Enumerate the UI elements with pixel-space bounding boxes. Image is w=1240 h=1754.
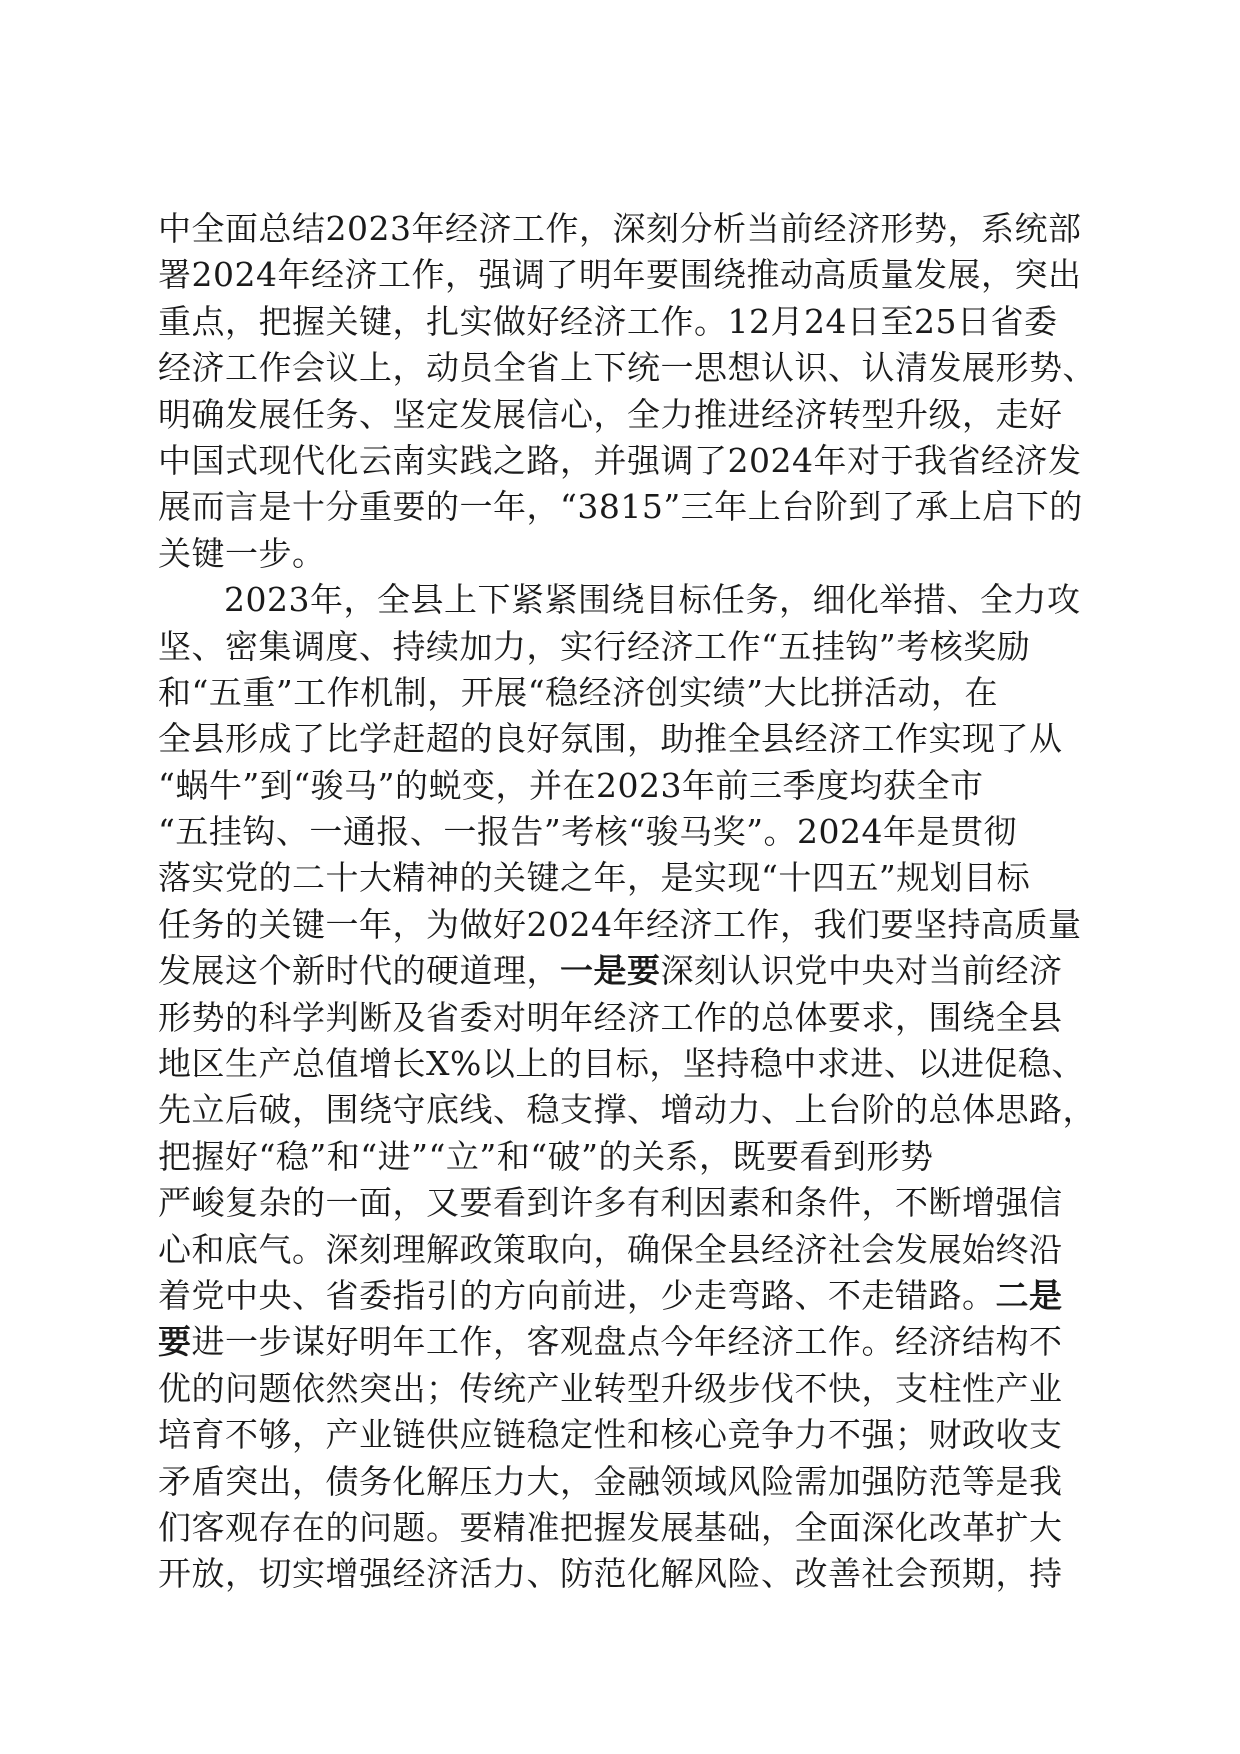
text-line: 优的问题依然突出；传统产业转型升级步伐不快，支柱性产业 xyxy=(158,1368,1063,1408)
first-point-label: 一是要 xyxy=(560,951,661,991)
text-line: 培育不够，产业链供应链稳定性和核心竞争力不强；财政收支 xyxy=(158,1415,1063,1455)
text-line: “五挂钩、一通报、一报告”考核“骏马奖”。2024年是贯彻 xyxy=(158,812,1017,852)
text-line: 和“五重”工作机制，开展“稳经济创实绩”大比拼活动，在 xyxy=(158,672,998,712)
text-line: 形势的科学判断及省委对明年经济工作的总体要求，围绕全县 xyxy=(158,997,1063,1037)
text-line: 矛盾突出，债务化解压力大，金融领域风险需加强防范等是我 xyxy=(158,1461,1063,1501)
text-line: 严峻复杂的一面，又要看到许多有利因素和条件，不断增强信 xyxy=(158,1183,1063,1223)
document-body xyxy=(158,206,1096,1598)
text-line: 任务的关键一年，为做好2024年经济工作，我们要坚持高质量 xyxy=(158,904,1082,944)
paragraph-2 xyxy=(158,577,1096,1598)
text-line: 关键一步。 xyxy=(158,533,326,573)
text-line: 经济工作会议上，动员全省上下统一思想认识、认清发展形势、 xyxy=(158,348,1096,388)
text-line: 重点，把握关键，扎实做好经济工作。12月24日至25日省委 xyxy=(158,301,1058,341)
text-line: 展而言是十分重要的一年，“3815”三年上台阶到了承上启下的 xyxy=(158,487,1083,527)
text-line: 们客观存在的问题。要精准把握发展基础，全面深化改革扩大 xyxy=(158,1507,1063,1547)
text-line: 全县形成了比学赶超的良好氛围，助推全县经济工作实现了从 xyxy=(158,719,1063,759)
text-run: 进一步谋好明年工作，客观盘点今年经济工作。经济结构不 xyxy=(191,1322,1063,1362)
text-line xyxy=(158,1319,1088,1365)
text-line-first-point xyxy=(158,948,1088,994)
text-line: 把握好“稳”和“进”“立”和“破”的关系，既要看到形势 xyxy=(158,1136,934,1176)
text-run: 深刻认识党中央对当前经济 xyxy=(660,951,1063,991)
text-line-indented: 2023年，全县上下紧紧围绕目标任务，细化举措、全力攻 xyxy=(224,580,1081,620)
text-run: 发展这个新时代的硬道理， xyxy=(158,951,560,991)
text-line: 先立后破，围绕守底线、稳支撑、增动力、上台阶的总体思路， xyxy=(158,1090,1096,1130)
second-point-label-a: 二是 xyxy=(995,1275,1063,1315)
text-line: 坚、密集调度、持续加力，实行经济工作“五挂钩”考核奖励 xyxy=(158,626,1031,666)
text-line: 心和底气。深刻理解政策取向，确保全县经济社会发展始终沿 xyxy=(158,1229,1063,1269)
second-point-label-b: 要 xyxy=(158,1322,192,1362)
text-line: 中国式现代化云南实践之路，并强调了2024年对于我省经济发 xyxy=(158,440,1082,480)
text-line: 明确发展任务、坚定发展信心，全力推进经济转型升级，走好 xyxy=(158,394,1063,434)
text-line: 地区生产总值增长X%以上的目标，坚持稳中求进、以进促稳、 xyxy=(158,1044,1085,1084)
paragraph-1 xyxy=(158,206,1096,577)
text-line: 署2024年经济工作，强调了明年要围绕推动高质量发展，突出 xyxy=(158,255,1082,295)
text-line: “蜗牛”到“骏马”的蜕变，并在2023年前三季度均获全市 xyxy=(158,765,984,805)
text-line: 中全面总结2023年经济工作，深刻分析当前经济形势，系统部 xyxy=(158,209,1082,248)
text-line-second-point xyxy=(158,1273,1088,1319)
text-line: 开放，切实增强经济活力、防范化解风险、改善社会预期，持 xyxy=(158,1554,1063,1594)
text-run: 着党中央、省委指引的方向前进，少走弯路、不走错路。 xyxy=(158,1275,996,1315)
text-line: 落实党的二十大精神的关键之年，是实现“十四五”规划目标 xyxy=(158,858,1031,898)
